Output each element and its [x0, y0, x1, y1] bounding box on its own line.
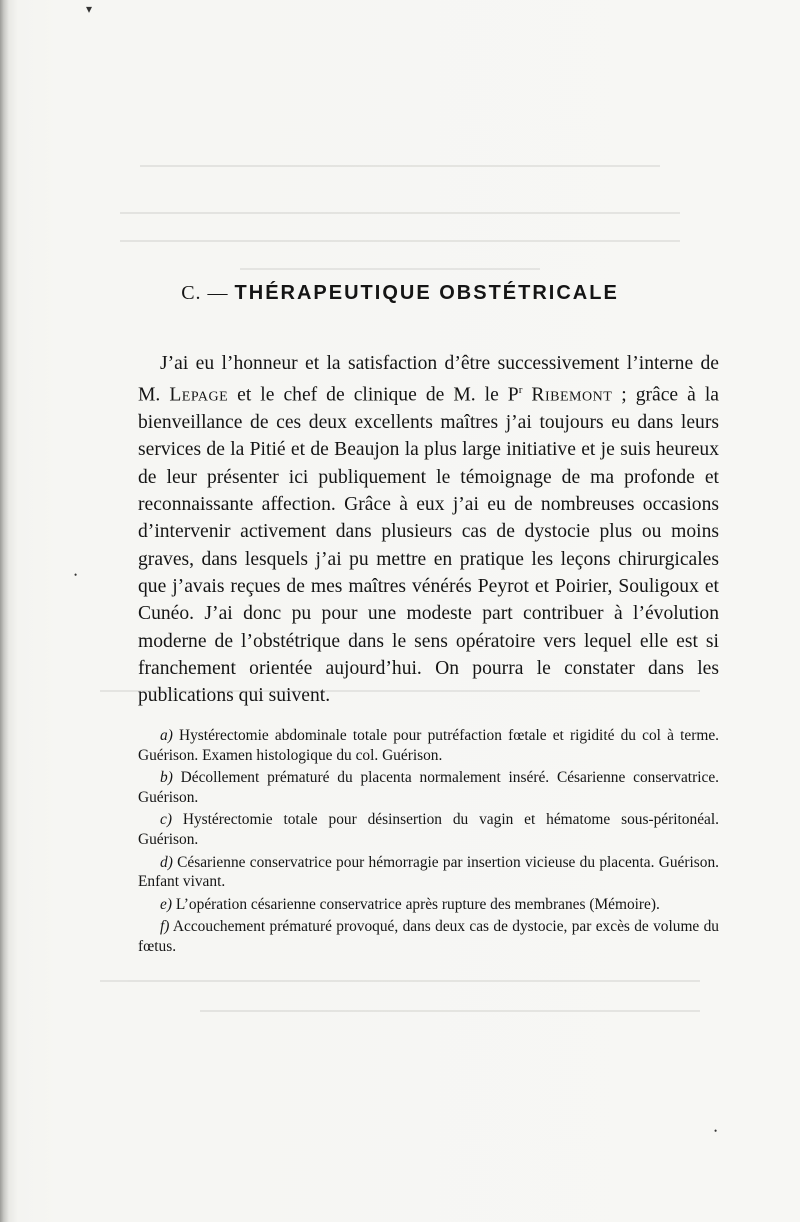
- section-title: [0, 282, 800, 305]
- publication-item: [138, 768, 719, 807]
- margin-mark-bottom: •: [714, 1126, 718, 1136]
- name-lepage: Lepage: [169, 384, 229, 406]
- paragraph-part-1: J’ai eu l’honneur et la satisfaction d’être successivement l’interne de M.: [138, 353, 719, 406]
- margin-mark-side: •: [74, 570, 78, 580]
- section-heading: THÉRAPEUTIQUE OBSTÉTRICALE: [234, 282, 619, 304]
- name-ribemont: Ribemont: [531, 384, 613, 406]
- intro-paragraph: [138, 350, 719, 709]
- publication-item: [138, 726, 719, 765]
- item-letter: d): [160, 853, 173, 871]
- item-text: L’opération césarienne conservatrice après rupture des membranes (Mémoire).: [171, 895, 660, 913]
- paragraph-part-2: et le chef de clinique de M. le P: [228, 384, 519, 406]
- publication-item: [138, 810, 719, 849]
- item-text: Hystérectomie totale pour désinsertion du vagin et hématome sous-péritonéal. Guérison.: [138, 811, 719, 848]
- item-letter: e): [160, 895, 172, 913]
- item-text: Accouchement prématuré provoqué, dans deux cas de dystocie, par excès de volume du fœtus.: [138, 918, 719, 955]
- publication-list: [138, 726, 719, 960]
- item-letter: a): [160, 727, 173, 744]
- item-letter: f): [160, 918, 170, 936]
- item-letter: b): [160, 769, 173, 787]
- item-text: Césarienne conservatrice pour hémorragie par insertion vicieuse du placenta. Guérison. Enfant vivant.: [138, 853, 719, 891]
- publication-item: [138, 895, 719, 915]
- professor-superscript: r: [518, 384, 523, 397]
- item-letter: c): [160, 811, 172, 829]
- item-text: Hystérectomie abdominale totale pour putréfaction fœtale et rigidité du col à terme. Guérison. Examen histologique du col. Guérison.: [138, 727, 719, 764]
- paragraph-part-3: ; grâce à la bienveillance de ces deux excellents maîtres j’ai toujours eu dans leurs services de la Pitié et de Beaujon la plus large initiative et je suis heureux de leur présenter ici publiquement le témoignage de ma profonde et reconnaissante affection. Grâce à eux j’ai eu de nombreuses occasions d’intervenir activement dans plusieurs cas de dystocie plus ou moins graves, dans lesquels j’ai pu mettre en pratique les leçons chirurgicales que j’avais reçues de mes maîtres vénérés Peyrot et Poirier, Souligoux et Cunéo. J’ai donc pu pour une modeste part contribuer à l’évolution moderne de l’obstétrique dans le sens opératoire vers lequel elle est si franchement orientée aujourd’hui. On pourra le constater dans les publications qui suivent.: [138, 384, 719, 707]
- publication-item: [138, 853, 719, 892]
- item-text: Décollement prématuré du placenta normalement inséré. Césarienne conservatrice. Guérison.: [138, 769, 719, 806]
- publication-item: [138, 917, 719, 956]
- section-prefix: C. —: [181, 282, 229, 304]
- margin-mark-top: ▾: [86, 2, 93, 16]
